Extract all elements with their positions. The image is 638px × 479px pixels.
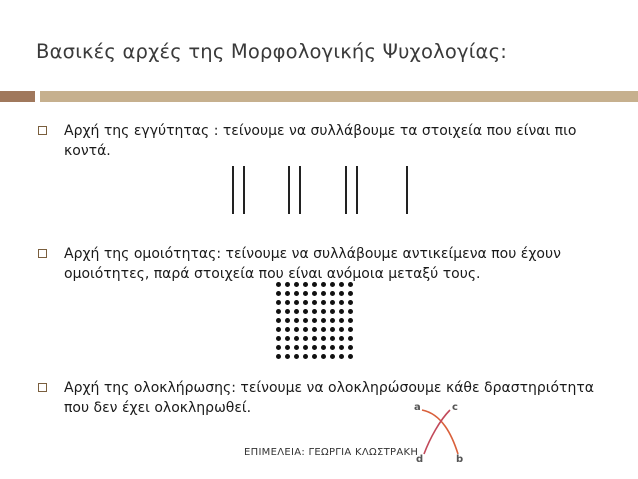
grid-dot [339,354,344,359]
grid-dot [285,336,290,341]
slide-title: Βασικές αρχές της Μορφολογικής Ψυχολογίας: [36,40,508,63]
grid-dot [321,354,326,359]
grid-dot [321,282,326,287]
grid-dot [312,327,317,332]
proximity-line [232,166,234,214]
grid-dot [321,309,326,314]
label-b: b [456,454,464,464]
grid-dot [321,300,326,305]
grid-dot [303,345,308,350]
grid-dot [276,291,281,296]
proximity-line [406,166,408,214]
grid-dot [276,327,281,332]
grid-dot [348,336,353,341]
grid-dot [330,336,335,341]
proximity-line [288,166,290,214]
grid-dot [303,327,308,332]
grid-dot [330,282,335,287]
grid-dot [276,309,281,314]
bullet-text: Αρχή της ολοκλήρωσης: τείνουμε να ολοκληρώσουμε κάθε δραστηριότητα που δεν έχει ολοκληρωθεί. [64,380,595,416]
grid-dot [348,282,353,287]
grid-dot [330,309,335,314]
grid-dot [276,318,281,323]
grid-dot [312,345,317,350]
bullet-box-icon [38,249,47,258]
grid-dot [339,327,344,332]
grid-dot [303,291,308,296]
grid-dot [285,318,290,323]
proximity-line [299,166,301,214]
similarity-dots-figure [276,282,356,358]
grid-dot [303,300,308,305]
grid-dot [285,354,290,359]
label-c: c [452,402,458,413]
grid-dot [312,336,317,341]
grid-dot [276,300,281,305]
bullet-closure [38,378,598,418]
grid-dot [276,345,281,350]
grid-dot [339,282,344,287]
grid-dot [312,354,317,359]
title-band-right [40,91,638,102]
slide-footer: ΕΠΙΜΕΛΕΙΑ: ΓΕΩΡΓΙΑ ΚΛΩΣΤΡΑΚΗ [244,447,419,458]
grid-dot [285,309,290,314]
grid-dot [339,291,344,296]
grid-dot [339,345,344,350]
grid-dot [285,291,290,296]
title-band-left [0,91,35,102]
grid-dot [303,309,308,314]
grid-dot [348,291,353,296]
grid-dot [330,354,335,359]
grid-dot [348,300,353,305]
proximity-line [356,166,358,214]
grid-dot [312,291,317,296]
grid-dot [294,300,299,305]
grid-dot [330,291,335,296]
label-a: a [414,402,421,413]
grid-dot [312,300,317,305]
grid-dot [348,327,353,332]
grid-dot [321,318,326,323]
bullet-text: Αρχή της εγγύτητας : τείνουμε να συλλάβουμε τα στοιχεία που είναι πιο κοντά. [64,123,577,159]
bullet-box-icon [38,126,47,135]
grid-dot [285,327,290,332]
grid-dot [330,318,335,323]
grid-dot [294,291,299,296]
bullet-similarity [38,244,598,284]
grid-dot [294,327,299,332]
grid-dot [294,345,299,350]
grid-dot [276,282,281,287]
label-d: d [416,454,424,464]
grid-dot [303,354,308,359]
grid-dot [330,300,335,305]
grid-dot [339,300,344,305]
grid-dot [312,318,317,323]
grid-dot [321,336,326,341]
grid-dot [285,300,290,305]
grid-dot [339,318,344,323]
proximity-lines-figure [228,166,418,216]
grid-dot [276,354,281,359]
grid-dot [348,309,353,314]
grid-dot [321,291,326,296]
grid-dot [294,336,299,341]
grid-dot [312,309,317,314]
grid-dot [303,282,308,287]
grid-dot [294,282,299,287]
grid-dot [285,282,290,287]
grid-dot [303,318,308,323]
grid-dot [339,309,344,314]
grid-dot [303,336,308,341]
grid-dot [321,345,326,350]
grid-dot [294,354,299,359]
grid-dot [330,345,335,350]
grid-dot [276,336,281,341]
grid-dot [348,354,353,359]
proximity-line [345,166,347,214]
grid-dot [312,282,317,287]
grid-dot [348,318,353,323]
closure-curves-figure [412,390,474,464]
grid-dot [285,345,290,350]
grid-dot [294,309,299,314]
bullet-box-icon [38,383,47,392]
bullet-text: Αρχή της ομοιότητας: τείνουμε να συλλάβουμε αντικείμενα που έχουν ομοιότητες, παρά στοιχεία που είναι ανόμοια μεταξύ τους. [64,246,561,282]
grid-dot [348,345,353,350]
grid-dot [330,327,335,332]
grid-dot [294,318,299,323]
proximity-line [243,166,245,214]
grid-dot [321,327,326,332]
bullet-proximity [38,121,598,161]
grid-dot [339,336,344,341]
